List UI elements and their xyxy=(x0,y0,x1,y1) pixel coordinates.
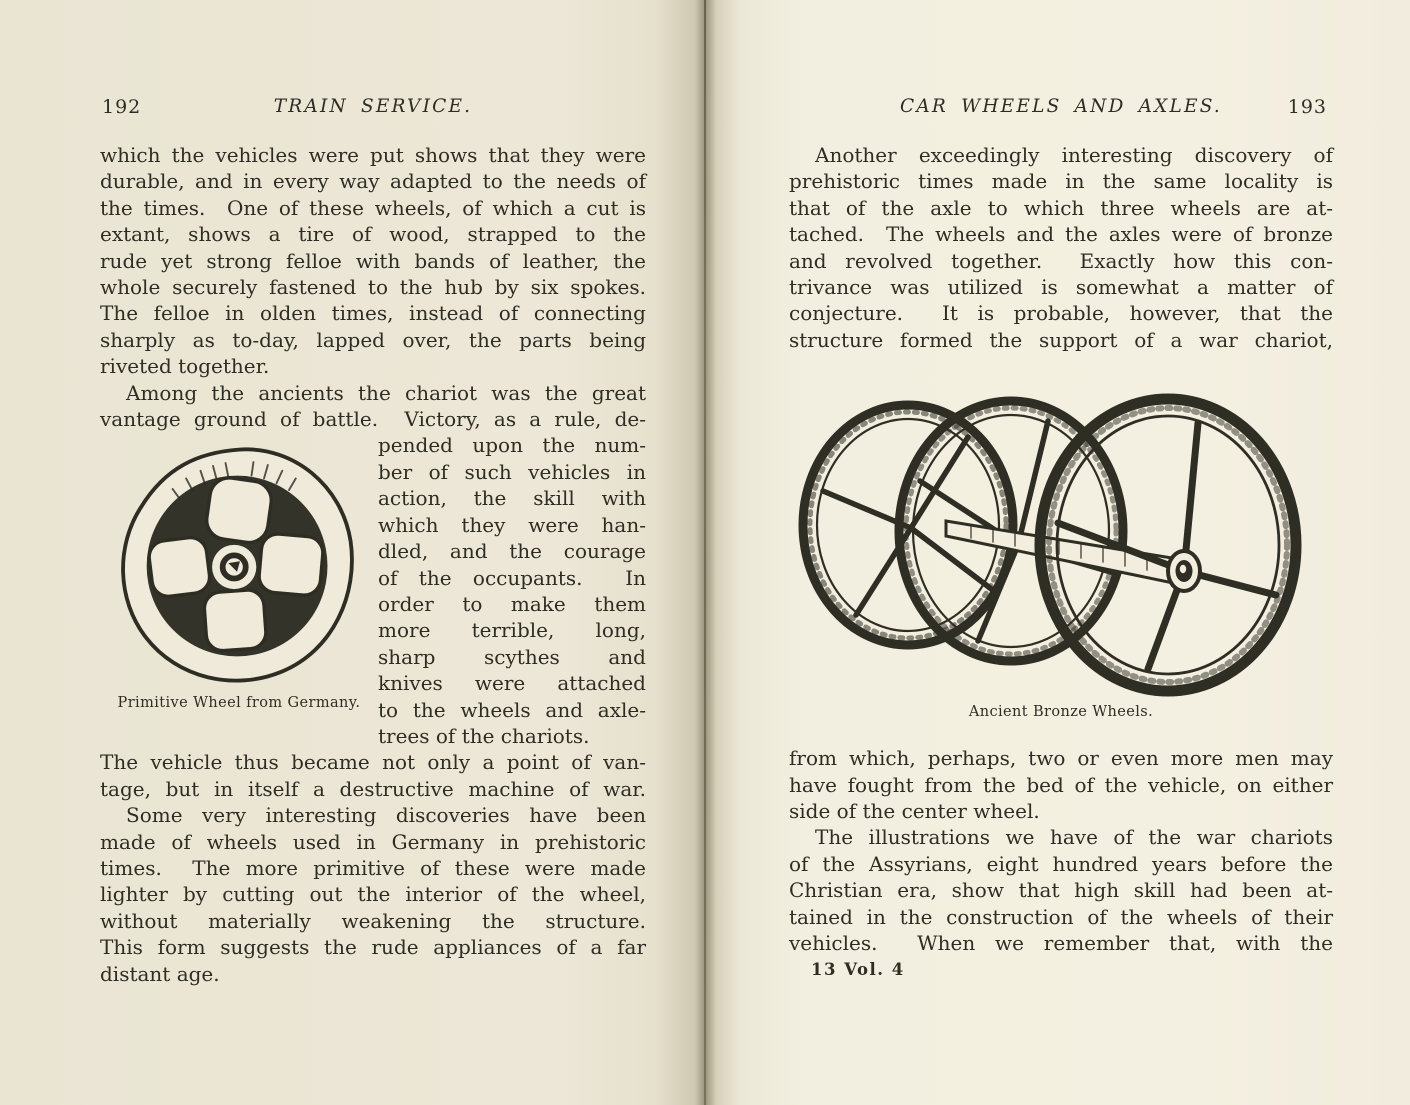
text-line: Another exceedingly interesting discovery of xyxy=(815,143,1333,167)
text-line: This form suggests the rude appliances of a far xyxy=(100,935,646,960)
right-page-number: 193 xyxy=(1287,96,1327,118)
right-running-title: CAR WHEELS AND AXLES. xyxy=(900,96,1222,117)
primitive-wheel-illustration xyxy=(108,440,370,692)
text-line: of the Assyrians, eight hundred years before the xyxy=(789,851,1333,876)
text-line: Among the ancients the chariot was the great xyxy=(126,380,646,405)
text-line: The illustrations we have of the war chariots xyxy=(815,825,1333,850)
text-line: trivance was utilized is somewhat a matter of xyxy=(789,275,1333,300)
text-line: that of the axle to which three wheels are at- xyxy=(789,195,1333,220)
text-line: to the wheels and axle- xyxy=(378,697,646,722)
text-line: which they were han- xyxy=(378,512,646,537)
text-line: extant, shows a tire of wood, strapped to the xyxy=(100,222,646,247)
right-text-top xyxy=(789,142,1333,353)
text-line: made of wheels used in Germany in prehistoric xyxy=(100,829,646,854)
right-text-bottom xyxy=(789,745,1333,956)
text-line: The vehicle thus became not only a point of van- xyxy=(100,750,646,775)
left-text-top xyxy=(100,142,646,432)
text-line: from which, perhaps, two or even more men may xyxy=(789,746,1333,771)
left-page-number: 192 xyxy=(102,96,142,118)
text-line: without materially weakening the structure. xyxy=(100,908,646,933)
text-line: pended upon the num- xyxy=(378,433,646,458)
left-page-header xyxy=(100,96,646,126)
text-line: tained in the construction of the wheels of their xyxy=(789,904,1333,929)
text-line: lighter by cutting out the interior of the wheel, xyxy=(100,882,646,907)
text-line: ber of such vehicles in xyxy=(378,459,646,484)
text-line: durable, and in every way adapted to the needs of xyxy=(100,169,646,194)
text-line: sharp scythes and xyxy=(378,644,646,669)
text-line: times. The more primitive of these were made xyxy=(100,855,646,880)
text-line: tached. The wheels and the axles were of bronze xyxy=(789,222,1333,247)
text-line: more terrible, long, xyxy=(378,618,646,643)
text-line: have fought from the bed of the vehicle, on either xyxy=(789,772,1333,797)
text-line: Some very interesting discoveries have been xyxy=(126,803,646,828)
text-line: knives were attached xyxy=(378,671,646,696)
bronze-wheels-illustration xyxy=(796,363,1326,699)
left-text-bottom xyxy=(100,749,646,987)
text-line: order to make them xyxy=(378,591,646,616)
text-line: sharply as to-day, lapped over, the parts being xyxy=(100,327,646,352)
right-page-column xyxy=(789,96,1333,979)
text-line: trees of the chariots. xyxy=(378,723,590,748)
text-line: action, the skill with xyxy=(378,486,646,511)
text-line: dled, and the courage xyxy=(378,539,646,564)
text-line: vehicles. When we remember that, with the xyxy=(789,931,1333,956)
left-page-column xyxy=(100,96,646,987)
text-line: conjecture. It is probable, however, that the xyxy=(789,301,1333,326)
text-line: tage, but in itself a destructive machine of war. xyxy=(100,776,646,801)
text-line: structure formed the support of a war chariot, xyxy=(789,327,1333,352)
left-text-beside-figure xyxy=(378,432,646,749)
text-line: rude yet strong felloe with bands of leather, the xyxy=(100,248,646,273)
left-figure-caption: Primitive Wheel from Germany. xyxy=(117,695,361,712)
text-line: prehistoric times made in the same locality is xyxy=(789,169,1333,194)
right-figure xyxy=(789,363,1333,721)
right-figure-caption: Ancient Bronze Wheels. xyxy=(968,704,1154,721)
text-line: the times. One of these wheels, of which a cut is xyxy=(100,195,646,220)
left-figure xyxy=(100,432,378,712)
text-line: which the vehicles were put shows that they were xyxy=(100,143,646,167)
text-line: whole securely fastened to the hub by six spokes. xyxy=(100,275,646,300)
text-line: distant age. xyxy=(100,961,220,986)
text-line: side of the center wheel. xyxy=(789,799,1040,824)
text-line: Christian era, show that high skill had been at- xyxy=(789,878,1333,903)
left-figure-row xyxy=(100,432,646,749)
text-line: riveted together. xyxy=(100,354,270,379)
volume-footer: 13 Vol. 4 xyxy=(811,959,905,979)
text-line: of the occupants. In xyxy=(378,565,646,590)
gutter-shadow xyxy=(704,0,706,1105)
right-page xyxy=(705,0,1410,1105)
right-page-header xyxy=(789,96,1333,126)
text-line: The felloe in olden times, instead of connecting xyxy=(100,301,646,326)
text-line: vantage ground of battle. Victory, as a rule, de- xyxy=(100,407,646,432)
left-running-title: TRAIN SERVICE. xyxy=(273,96,473,117)
text-line: and revolved together. Exactly how this con- xyxy=(789,248,1333,273)
